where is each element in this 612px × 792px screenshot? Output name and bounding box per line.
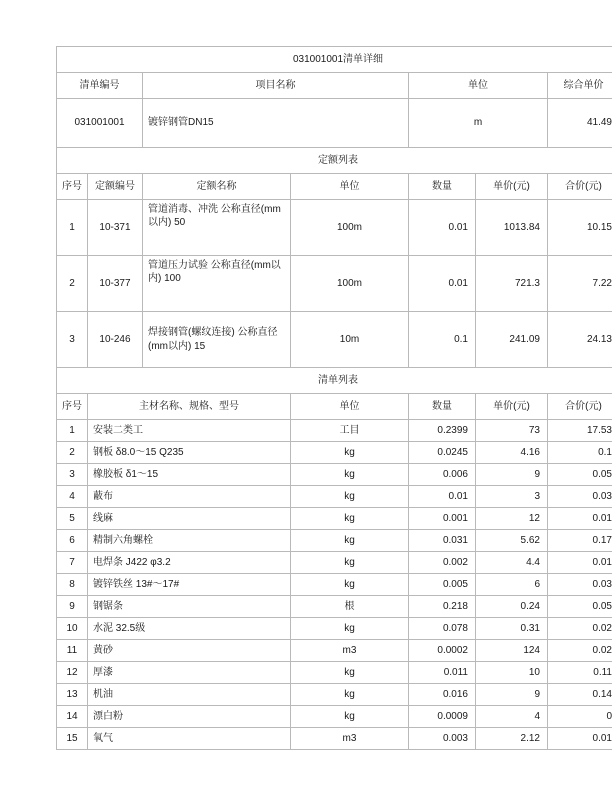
material-price: 2.12 <box>476 728 548 750</box>
quota-total: 24.13 <box>548 312 612 368</box>
material-name: 氧气 <box>88 728 291 750</box>
material-name: 机油 <box>88 684 291 706</box>
material-header-total: 合价(元) <box>548 394 612 420</box>
material-name: 蔽布 <box>88 486 291 508</box>
material-unit: kg <box>291 530 409 552</box>
item-unit: m <box>409 99 548 148</box>
item-code: 031001001 <box>57 99 143 148</box>
quote-detail-table <box>56 46 612 750</box>
material-no: 9 <box>57 596 88 618</box>
material-header-qty: 数量 <box>409 394 476 420</box>
material-price: 5.62 <box>476 530 548 552</box>
material-name: 镀锌铁丝 13#～17# <box>88 574 291 596</box>
quota-header-code: 定额编号 <box>88 174 143 200</box>
material-unit: m3 <box>291 728 409 750</box>
material-row <box>57 486 612 508</box>
material-row <box>57 530 612 552</box>
material-row <box>57 464 612 486</box>
material-unit: kg <box>291 508 409 530</box>
item-row <box>57 99 612 148</box>
material-no: 5 <box>57 508 88 530</box>
material-no: 14 <box>57 706 88 728</box>
material-unit: kg <box>291 442 409 464</box>
material-qty: 0.078 <box>409 618 476 640</box>
material-price: 12 <box>476 508 548 530</box>
material-total: 0.03 <box>548 486 612 508</box>
material-header-unit: 单位 <box>291 394 409 420</box>
material-row <box>57 420 612 442</box>
material-unit: kg <box>291 618 409 640</box>
material-header-price: 单价(元) <box>476 394 548 420</box>
item-header-row <box>57 73 612 99</box>
quota-name: 管道压力试验 公称直径(mm以内) 100 <box>143 256 291 312</box>
item-header-unit-price: 综合单价 <box>548 73 612 99</box>
material-no: 15 <box>57 728 88 750</box>
material-qty: 0.0002 <box>409 640 476 662</box>
material-no: 7 <box>57 552 88 574</box>
material-no: 11 <box>57 640 88 662</box>
material-unit: kg <box>291 486 409 508</box>
material-qty: 0.005 <box>409 574 476 596</box>
material-no: 2 <box>57 442 88 464</box>
material-price: 10 <box>476 662 548 684</box>
item-header-name: 项目名称 <box>143 73 409 99</box>
material-price: 4.4 <box>476 552 548 574</box>
material-total: 0.05 <box>548 596 612 618</box>
material-row <box>57 662 612 684</box>
material-qty: 0.001 <box>409 508 476 530</box>
material-name: 安装二类工 <box>88 420 291 442</box>
item-header-code: 清单编号 <box>57 73 143 99</box>
material-section-title-row <box>57 368 612 394</box>
quota-code: 10-377 <box>88 256 143 312</box>
material-qty: 0.003 <box>409 728 476 750</box>
item-unit-price: 41.49 <box>548 99 612 148</box>
material-no: 8 <box>57 574 88 596</box>
quota-unit: 100m <box>291 200 409 256</box>
quota-price: 241.09 <box>476 312 548 368</box>
quota-header-unit: 单位 <box>291 174 409 200</box>
material-qty: 0.006 <box>409 464 476 486</box>
quota-section-title-row <box>57 148 612 174</box>
material-name: 线麻 <box>88 508 291 530</box>
material-unit: kg <box>291 574 409 596</box>
material-total: 0.03 <box>548 574 612 596</box>
item-name: 镀锌钢管DN15 <box>143 99 409 148</box>
quota-price: 721.3 <box>476 256 548 312</box>
material-name: 漂白粉 <box>88 706 291 728</box>
material-no: 1 <box>57 420 88 442</box>
material-qty: 0.218 <box>409 596 476 618</box>
material-price: 73 <box>476 420 548 442</box>
quota-header-row <box>57 174 612 200</box>
document-title-row <box>57 47 612 73</box>
material-section-title: 清单列表 <box>57 368 612 394</box>
material-row <box>57 442 612 464</box>
material-unit: kg <box>291 662 409 684</box>
quota-no: 2 <box>57 256 88 312</box>
quota-header-total: 合价(元) <box>548 174 612 200</box>
material-row <box>57 640 612 662</box>
quota-header-price: 单价(元) <box>476 174 548 200</box>
quota-unit: 10m <box>291 312 409 368</box>
material-unit: 根 <box>291 596 409 618</box>
quota-row <box>57 200 612 256</box>
material-unit: m3 <box>291 640 409 662</box>
material-unit: kg <box>291 464 409 486</box>
material-qty: 0.031 <box>409 530 476 552</box>
quota-header-name: 定额名称 <box>143 174 291 200</box>
material-no: 12 <box>57 662 88 684</box>
quota-header-qty: 数量 <box>409 174 476 200</box>
quota-qty: 0.1 <box>409 312 476 368</box>
material-unit: kg <box>291 684 409 706</box>
material-name: 黄砂 <box>88 640 291 662</box>
material-no: 3 <box>57 464 88 486</box>
material-qty: 0.016 <box>409 684 476 706</box>
material-row <box>57 508 612 530</box>
material-total: 0.02 <box>548 640 612 662</box>
material-total: 0.11 <box>548 662 612 684</box>
material-header-row <box>57 394 612 420</box>
material-total: 0 <box>548 706 612 728</box>
material-qty: 0.2399 <box>409 420 476 442</box>
quota-row <box>57 312 612 368</box>
material-row <box>57 728 612 750</box>
material-no: 6 <box>57 530 88 552</box>
quota-total: 7.22 <box>548 256 612 312</box>
quota-price: 1013.84 <box>476 200 548 256</box>
quota-code: 10-371 <box>88 200 143 256</box>
material-row <box>57 684 612 706</box>
material-name: 电焊条 J422 φ3.2 <box>88 552 291 574</box>
material-qty: 0.01 <box>409 486 476 508</box>
material-price: 4.16 <box>476 442 548 464</box>
material-name: 钢锯条 <box>88 596 291 618</box>
quota-header-no: 序号 <box>57 174 88 200</box>
material-price: 124 <box>476 640 548 662</box>
material-price: 4 <box>476 706 548 728</box>
material-price: 6 <box>476 574 548 596</box>
material-unit: kg <box>291 552 409 574</box>
quota-section-title: 定额列表 <box>57 148 612 174</box>
material-qty: 0.002 <box>409 552 476 574</box>
material-name: 精制六角螺栓 <box>88 530 291 552</box>
material-name: 钢板 δ8.0～15 Q235 <box>88 442 291 464</box>
material-price: 0.31 <box>476 618 548 640</box>
material-total: 17.53 <box>548 420 612 442</box>
material-no: 10 <box>57 618 88 640</box>
material-name: 橡胶板 δ1～15 <box>88 464 291 486</box>
material-no: 13 <box>57 684 88 706</box>
material-total: 0.01 <box>548 552 612 574</box>
material-total: 0.14 <box>548 684 612 706</box>
material-header-no: 序号 <box>57 394 88 420</box>
material-price: 3 <box>476 486 548 508</box>
table-body <box>57 47 612 750</box>
material-row <box>57 552 612 574</box>
quota-code: 10-246 <box>88 312 143 368</box>
quota-no: 1 <box>57 200 88 256</box>
material-total: 0.02 <box>548 618 612 640</box>
material-name: 厚漆 <box>88 662 291 684</box>
material-total: 0.17 <box>548 530 612 552</box>
material-row <box>57 618 612 640</box>
material-row <box>57 596 612 618</box>
material-price: 0.24 <box>476 596 548 618</box>
material-name: 水泥 32.5级 <box>88 618 291 640</box>
quota-row <box>57 256 612 312</box>
material-total: 0.1 <box>548 442 612 464</box>
material-total: 0.01 <box>548 728 612 750</box>
quota-name: 管道消毒、冲洗 公称直径(mm以内) 50 <box>143 200 291 256</box>
quota-qty: 0.01 <box>409 200 476 256</box>
quota-qty: 0.01 <box>409 256 476 312</box>
material-total: 0.01 <box>548 508 612 530</box>
material-qty: 0.0245 <box>409 442 476 464</box>
material-total: 0.05 <box>548 464 612 486</box>
quota-total: 10.15 <box>548 200 612 256</box>
material-qty: 0.011 <box>409 662 476 684</box>
material-no: 4 <box>57 486 88 508</box>
material-row <box>57 706 612 728</box>
material-qty: 0.0009 <box>409 706 476 728</box>
material-row <box>57 574 612 596</box>
document-title: 031001001清单详细 <box>57 47 612 73</box>
material-unit: kg <box>291 706 409 728</box>
quota-name: 焊接钢管(螺纹连接) 公称直径(mm以内) 15 <box>143 312 291 368</box>
material-price: 9 <box>476 684 548 706</box>
material-unit: 工目 <box>291 420 409 442</box>
material-header-name: 主材名称、规格、型号 <box>88 394 291 420</box>
quota-no: 3 <box>57 312 88 368</box>
quota-unit: 100m <box>291 256 409 312</box>
item-header-unit: 单位 <box>409 73 548 99</box>
material-price: 9 <box>476 464 548 486</box>
